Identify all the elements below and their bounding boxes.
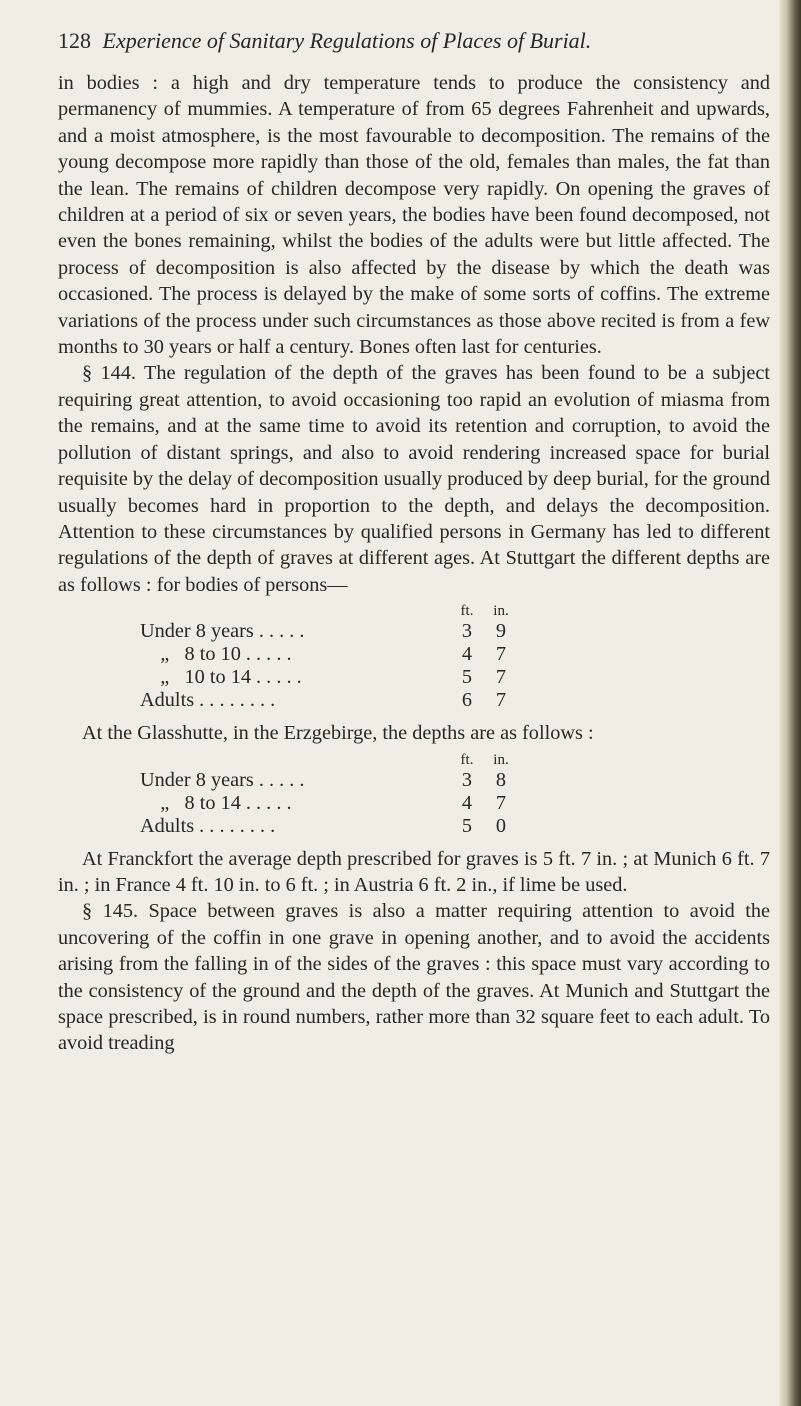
- row-ft: 5: [461, 814, 473, 837]
- paragraph-section-144: § 144. The regulation of the depth of the graves has been found to be a subject requiring great attention, to avoid occasioning too rapid an evolution of miasma from the remains, and at the same time to avoid its retention and corruption, to avoid the pollution of distant springs, and also to avoid rendering increased space for burial requisite by the delay of decomposition usually produced by deep burial, for the ground usually becomes hard in proportion to the depth, and delays the decomposition. Attention to these circumstances by qualified persons in Germany has led to different regulations of the depth of graves at different ages. At Stuttgart the different depths are as follows : for bodies of persons—: [58, 362, 770, 596]
- row-in: 0: [495, 814, 507, 837]
- unit-in: in.: [493, 751, 509, 768]
- row-label: „ 8 to 10 . . . . .: [140, 643, 292, 666]
- table-row: [58, 815, 770, 838]
- depth-table-stuttgart: [58, 600, 770, 712]
- running-head: [58, 26, 770, 56]
- table-row: [58, 769, 770, 792]
- row-label: Under 8 years . . . . .: [140, 768, 305, 791]
- row-label: „ 8 to 14 . . . . .: [140, 791, 292, 814]
- running-title: Experience of Sanitary Regulations of Places of Burial.: [102, 28, 592, 53]
- table-header: [58, 600, 770, 620]
- unit-ft: ft.: [460, 603, 474, 620]
- page-content: [58, 0, 770, 1057]
- unit-in: in.: [493, 603, 509, 620]
- paragraph-franckfort: At Franckfort the average depth prescribed for graves is 5 ft. 7 in. ; at Munich 6 ft. 7 in. ; in France 4 ft. 10 in. to 6 ft. ; in Austria 6 ft. 2 in., if lime be used.: [58, 847, 770, 896]
- table-row: [58, 643, 770, 666]
- row-in: 7: [495, 791, 507, 814]
- page-edge-shadow: [779, 0, 801, 1406]
- row-in: 8: [495, 768, 507, 791]
- table-header: [58, 749, 770, 769]
- row-in: 7: [495, 643, 507, 666]
- paragraph-section-145: § 145. Space between graves is also a matter requiring attention to avoid the uncovering of the coffin in one grave in opening another, and to avoid the accidents arising from the falling in of the sides of the graves : this space must vary according to the consistency of the ground and the depth of the graves. At Munich and Stuttgart the space prescribed, is in round numbers, rather more than 32 square feet to each adult. To avoid treading: [58, 900, 770, 1055]
- table-row: [58, 666, 770, 689]
- row-ft: 5: [461, 666, 473, 689]
- row-ft: 4: [461, 791, 473, 814]
- row-ft: 3: [461, 768, 473, 791]
- paragraph: in bodies : a high and dry temperature tends to produce the consistency and permanency of mummies. A temperature of from 65 degrees Fahrenheit and upwards, and a moist atmosphere, is the most favourable to decomposition. The remains of the young decompose more rapidly than those of the old, females than males, the fat than the lean. The remains of children decompose very rapidly. On opening the graves of children at a period of six or seven years, the bodies have been found decomposed, not even the bones remaining, whilst the bodies of the adults were but little affected. The process of decomposition is also affected by the disease by which the death was occasioned. The process is delayed by the make of some sorts of coffins. The extreme variations of the process under such circumstances as those above recited is from a few months to 30 years or half a century. Bones often last for centuries.: [58, 72, 770, 359]
- table-row: [58, 792, 770, 815]
- table-row: [58, 689, 770, 712]
- body-text: [58, 70, 770, 1057]
- row-label: „ 10 to 14 . . . . .: [140, 666, 302, 689]
- row-in: 9: [495, 620, 507, 643]
- unit-ft: ft.: [460, 751, 474, 768]
- row-ft: 6: [461, 689, 473, 712]
- table-row: [58, 620, 770, 643]
- row-ft: 4: [461, 643, 473, 666]
- row-in: 7: [495, 689, 507, 712]
- page-number: 128: [58, 28, 91, 53]
- row-in: 7: [495, 666, 507, 689]
- depth-table-glasshutte: [58, 749, 770, 838]
- paragraph-glasshutte-intro: At the Glasshutte, in the Erzgebirge, the depths are as follows :: [82, 722, 594, 745]
- row-label: Under 8 years . . . . .: [140, 620, 305, 643]
- row-ft: 3: [461, 620, 473, 643]
- row-label: Adults . . . . . . . .: [140, 814, 276, 837]
- row-label: Adults . . . . . . . .: [140, 689, 276, 712]
